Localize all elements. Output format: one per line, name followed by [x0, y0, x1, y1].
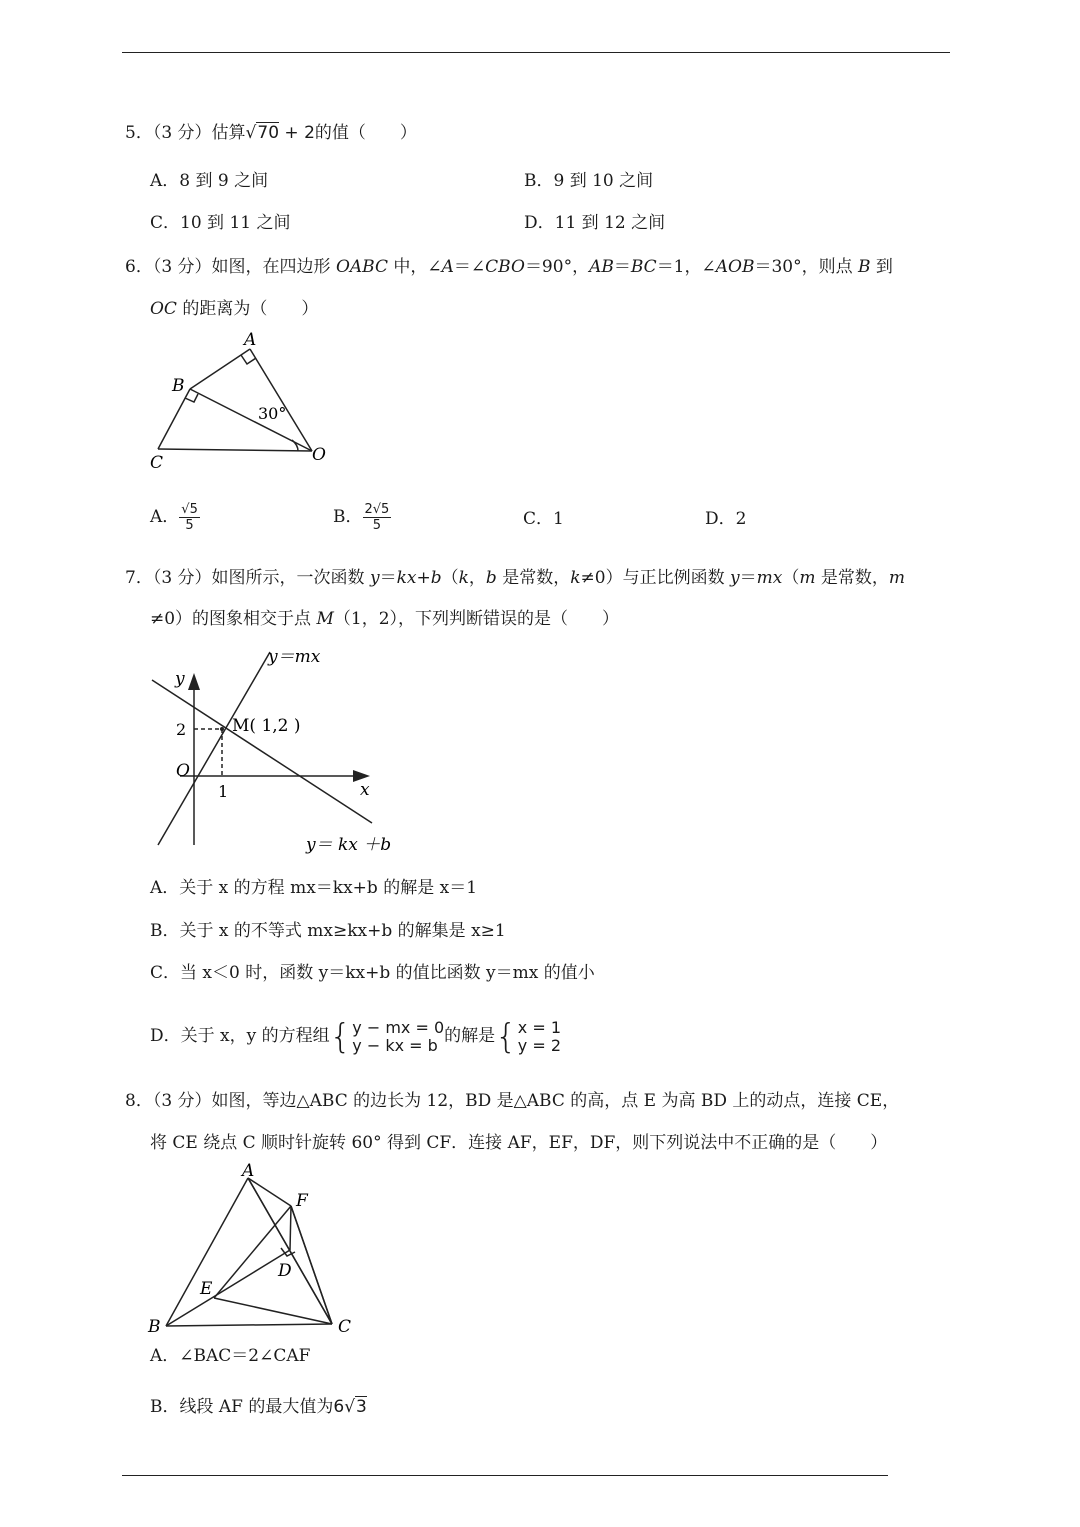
- q8-option-a: A．∠BAC＝2∠CAF: [150, 1346, 311, 1366]
- q6-option-d: D．2: [705, 509, 747, 529]
- q8-stem-line1: 8．（3 分）如图，等边△ABC 的边长为 12，BD 是△ABC 的高，点 E 为高 BD 上的动点，连接 CE，: [125, 1091, 900, 1111]
- q7-tick-x: 1: [218, 782, 229, 801]
- q6-label-a: A: [244, 330, 257, 350]
- q7-stem-line2: ≠0）的图象相交于点 M（1，2），下列判断错误的是（ ）: [150, 609, 620, 629]
- q7-label-y-mx: y＝mx: [268, 647, 321, 667]
- q6-label-b: B: [172, 376, 185, 396]
- q8-option-b: B．线段 AF 的最大值为6√3: [150, 1397, 367, 1417]
- q6-option-a: A． $\frac{√5}{5}$: [150, 502, 198, 533]
- q8-label-d: D: [278, 1261, 292, 1281]
- q5-option-d: D．11 到 12 之间: [524, 213, 666, 233]
- q7-label-y-axis: y: [175, 669, 185, 689]
- q7-tick-y: 2: [176, 720, 187, 739]
- q8-label-c: C: [338, 1317, 352, 1337]
- q5-option-c: C．10 到 11 之间: [150, 213, 291, 233]
- q7-option-c: C．当 x＜0 时，函数 y＝kx+b 的值比函数 y＝mx 的值小: [150, 963, 595, 983]
- q7-label-y-kx-b: y＝ kx ＋b: [306, 835, 392, 855]
- q7-figure: [140, 640, 430, 865]
- q7-label-origin: O: [176, 761, 190, 781]
- header-rule: [122, 52, 950, 53]
- q6-option-b: B． $\frac{2√5}{5}$: [333, 502, 390, 533]
- q5-stem: 5．（3 分）估算√70 + 2的值（ ）: [125, 123, 417, 143]
- q7-stem-line1: 7．（3 分）如图所示，一次函数 y＝kx+b（k，b 是常数，k≠0）与正比例函数 y＝mx（m 是常数，m: [125, 568, 905, 588]
- q7-label-x-axis: x: [360, 780, 370, 800]
- q7-d-eq2: y − kx = b: [352, 1035, 438, 1055]
- q7-option-a: A．关于 x 的方程 mx＝kx+b 的解是 x＝1: [150, 878, 478, 898]
- q7-d-eq1: y − mx = 0: [352, 1017, 445, 1037]
- q8-figure: [140, 1160, 370, 1340]
- q6-figure: [140, 325, 340, 475]
- q8-label-a: A: [242, 1161, 255, 1181]
- q6-stem-line2: OC 的距离为（ ）: [150, 299, 319, 319]
- footer-rule: [122, 1475, 888, 1476]
- q8-stem-line2: 将 CE 绕点 C 顺时针旋转 60° 得到 CF．连接 AF，EF，DF，则下列说法中不正确的是（ ）: [150, 1133, 888, 1153]
- q8-label-f: F: [296, 1191, 308, 1211]
- q7-d-sol2: y = 2: [517, 1035, 562, 1055]
- q7-option-b: B．关于 x 的不等式 mx≥kx+b 的解集是 x≥1: [150, 921, 506, 941]
- q6-angle-label: 30°: [258, 404, 287, 423]
- q8-label-b: B: [148, 1317, 161, 1337]
- q5-option-b: B．9 到 10 之间: [524, 171, 654, 191]
- q6-label-c: C: [150, 453, 164, 473]
- q5-option-a: A．8 到 9 之间: [150, 171, 269, 191]
- q7-d-sol1: x = 1: [517, 1017, 562, 1037]
- q6-stem-line1: 6．（3 分）如图，在四边形 OABC 中，∠A＝∠CBO＝90°，AB＝BC＝1，∠AOB＝30°，则点 B 到: [125, 257, 893, 277]
- q6-option-c: C．1: [523, 509, 564, 529]
- q7-label-m: M( 1,2 ): [232, 716, 301, 736]
- q6-label-o: O: [312, 445, 326, 465]
- q8-label-e: E: [200, 1279, 213, 1299]
- q7-option-d: D．关于 x，y 的方程组 { y − mx = 0 y − kx = b 的解是 { x = 1 y = 2: [150, 1016, 562, 1057]
